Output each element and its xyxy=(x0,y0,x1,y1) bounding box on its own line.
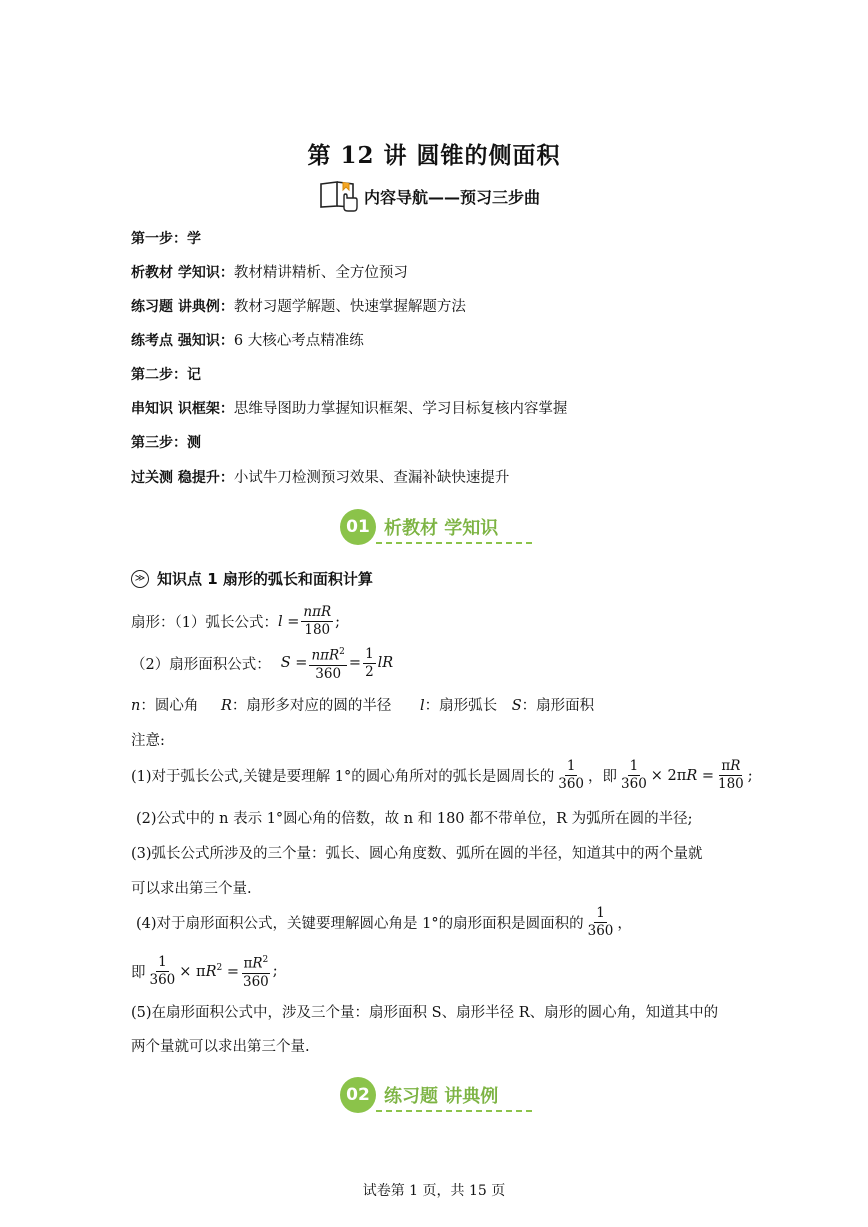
step3-heading: 第三步：测 xyxy=(131,435,201,451)
notes-heading: 注意: xyxy=(131,733,165,749)
section-02-header xyxy=(340,1077,498,1113)
arc-length-formula: 扇形：（1）弧长公式： l = $\frac{\text{nπR}}{180}$ ; xyxy=(131,604,341,638)
step-line-3-text: 6 大核心考点精准练 xyxy=(233,333,364,349)
content-nav xyxy=(318,178,540,214)
step-line-1-label: 析教材 学知识： xyxy=(131,265,234,281)
step-line-4 xyxy=(131,397,567,418)
section-01-header xyxy=(340,509,498,545)
note-1: (1)对于弧长公式,关键是要理解 1°的圆心角所对的弧长是圆周长的 $\frac{1}{360}$ ，即 $\frac{1}{360}$ × 2πR = $\frac{\pi R}{180}$ ; xyxy=(131,758,753,792)
page-title: 第 12 讲 圆锥的侧面积 xyxy=(307,142,561,169)
step-line-3 xyxy=(131,329,364,350)
step-line-1 xyxy=(131,261,408,282)
note-5b: 两个量就可以求出第三个量. xyxy=(131,1039,310,1055)
sector-area-formula: （2）扇形面积公式： S = $\frac{n\pi R^2}{360}$ = $\frac{1}{2}$ lR xyxy=(131,645,394,682)
step-line-2 xyxy=(131,295,466,316)
section-02-label: 练习题 讲典例 xyxy=(384,1086,499,1107)
note-2: (2)公式中的 n 表示 1°圆心角的倍数，故 n 和 180 都不带单位，R 为弧所在圆的半径; xyxy=(136,811,693,827)
step-line-5-text: 小试牛刀检测预习效果、查漏补缺快速提升 xyxy=(233,470,510,486)
variable-legend: n：圆心角 R：扇形多对应的圆的半径 l：扇形弧长 S：扇形面积 xyxy=(131,698,595,714)
nav-label: 内容导航——预习三步曲 xyxy=(364,187,541,207)
section-01-underline xyxy=(376,542,532,544)
step-line-5-label: 过关测 稳提升： xyxy=(131,470,234,486)
note-5a: (5)在扇形面积公式中，涉及三个量：扇形面积 S、扇形半径 R、扇形的圆心角，知道其中的 xyxy=(131,1005,719,1021)
step-line-4-label: 串知识 识框架： xyxy=(131,401,234,417)
knowledge-point-title: 知识点 1 扇形的弧长和面积计算 xyxy=(157,570,373,588)
chevron-circle-icon: ≫ xyxy=(131,570,149,588)
note-3a: (3)弧长公式所涉及的三个量：弧长、圆心角度数、弧所在圆的半径，知道其中的两个量就 xyxy=(131,846,703,862)
section-01-label: 析教材 学知识 xyxy=(384,518,499,539)
step-line-3-label: 练考点 强知识： xyxy=(131,333,234,349)
sector-area-label: （2）扇形面积公式： xyxy=(131,656,271,673)
step-line-2-label: 练习题 讲典例： xyxy=(131,299,234,315)
section-01-badge: 01 xyxy=(340,509,376,545)
section-02-badge: 02 xyxy=(340,1077,376,1113)
step-line-5 xyxy=(131,466,509,487)
step2-heading: 第二步：记 xyxy=(131,367,201,383)
note-4: (4)对于扇形面积公式，关键要理解圆心角是 1°的扇形面积是圆面积的 $\frac{1}{360}$ ， xyxy=(136,905,632,939)
arc-length-fraction: $\frac{\text{nπR}}{180}$ xyxy=(303,604,332,638)
book-hand-icon xyxy=(318,176,360,216)
section-02-underline xyxy=(376,1110,532,1112)
step1-heading: 第一步：学 xyxy=(131,231,201,247)
step-line-1-text: 教材精讲精析、全方位预习 xyxy=(233,265,408,281)
note-3b: 可以求出第三个量. xyxy=(131,881,252,897)
arc-length-label: 扇形：（1）弧长公式： xyxy=(131,615,278,631)
knowledge-point-1 xyxy=(131,568,373,589)
step-line-2-text: 教材习题学解题、快速掌握解题方法 xyxy=(233,299,466,315)
page-footer: 试卷第 1 页，共 15 页 xyxy=(362,1183,506,1199)
note-4-formula: 即 $\frac{1}{360}$ × $\pi R^2$ = $\frac{\pi R^2}{360}$ ; xyxy=(131,953,278,990)
step-line-4-text: 思维导图助力掌握知识框架、学习目标复核内容掌握 xyxy=(233,401,568,417)
